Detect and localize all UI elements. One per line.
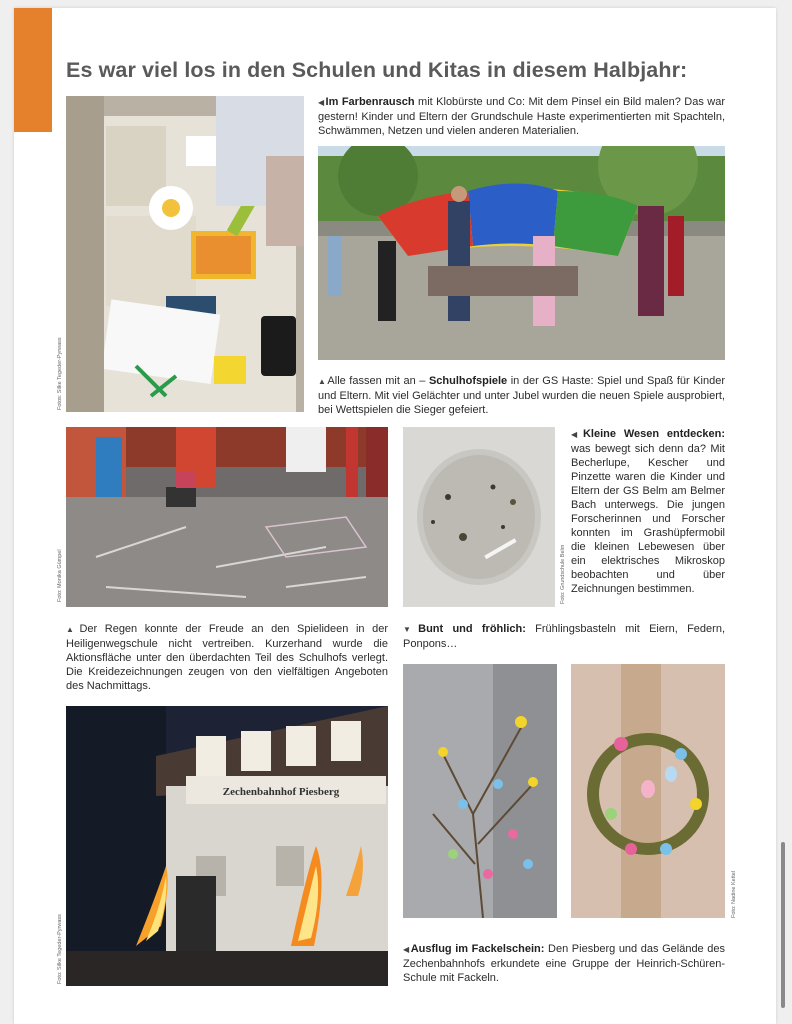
photo-torch-walk: [66, 706, 388, 986]
caption-arrow-icon: ▼: [403, 625, 418, 634]
caption-text: mit Klobürste und Co: Mit dem Pinsel ein Bild malen? Das war gestern! Kinder und Eltern der Grundschule Haste experimentierten mit Spachteln, Schwämmen, Netzen und vielen anderen Materialien.: [318, 96, 726, 137]
photo-painting-table: [66, 96, 304, 412]
accent-bar: [14, 8, 52, 132]
photo-petri-dish: [403, 427, 555, 607]
caption-title: Im Farbenrausch: [325, 96, 415, 108]
caption-title: Kleine Wesen entdecken:: [582, 428, 725, 440]
caption-text: in der GS Haste: Spiel und Spaß für Kinder und Eltern. Mit viel Gelächter und unter Jubel wurden die neuen Spiele ausprobiert, bei Wettspielen die Sieger gefeiert.: [318, 375, 726, 416]
credit-torch: Foto: Silke Tegeder-Pyrwass: [57, 914, 63, 984]
caption-text: Den Piesberg und das Gelände des Zechenbahnhofs erkundete eine Gruppe der Heinrich-Schüren-Schule mit Fackeln.: [403, 943, 726, 984]
photo-easter-wreath: [571, 664, 725, 918]
caption-text: Der Regen konnte der Freude an den Spielideen in der Heiligenwegschule nicht vertreiben. Kurzerhand wurde die Aktionsfläche unter den überdachten Teil des Schulhofs verlegt. Die Kreidezeichnungen zeugen von den vielfältigen Angeboten des Nachmittags.: [66, 623, 388, 692]
caption-arrow-icon: ◀: [318, 98, 325, 107]
photo-easter-branches: [403, 664, 557, 918]
caption-kleine-wesen: [571, 427, 725, 596]
caption-bunt: [403, 622, 725, 651]
caption-text: was bewegt sich denn da? Mit Becherlupe, Kescher und Pinzette waren die Kinder und Eltern der GS Belm am Belmer Bach unterwegs. Die jungen Forscherinnen und Forscher konnten im Grashüpfermobil die kleinen Lebewesen über ein elektrisches Mikroskop beobachten und über Zeichnungen bestimmen.: [571, 443, 725, 595]
caption-prefix: Alle fassen mit an –: [327, 375, 429, 387]
credit-painting: Fotos: Silke Tegeder-Pyrwass: [57, 337, 63, 410]
photo-chalk-schoolyard: [66, 427, 388, 607]
credit-dish: Foto: Grundschule Belm: [560, 544, 566, 604]
caption-fackelschein: [403, 942, 725, 985]
page-headline: Es war viel los in den Schulen und Kitas in diesem Halbjahr:: [66, 58, 688, 82]
credit-easter: Foto: Nadine Kettel: [731, 870, 737, 918]
caption-title: Bunt und fröhlich:: [418, 623, 526, 635]
caption-arrow-icon: ◀: [403, 945, 410, 954]
caption-regen: [66, 622, 388, 693]
scrollbar[interactable]: [781, 842, 785, 1008]
caption-title: Ausflug im Fackelschein:: [410, 943, 545, 955]
caption-farbenrausch: [318, 95, 725, 138]
caption-arrow-icon: ▲: [318, 377, 327, 386]
caption-text: Frühlingsbasteln mit Eiern, Federn, Ponpons…: [403, 623, 726, 650]
caption-arrow-icon: ▲: [66, 625, 79, 634]
caption-title: Schulhofspiele: [428, 375, 508, 387]
caption-schulhofspiele: [318, 374, 725, 417]
photo-schoolyard-games: [318, 146, 725, 360]
caption-arrow-icon: ◀: [571, 430, 582, 439]
credit-chalk: Foto: Monika Gümpel: [57, 549, 63, 602]
station-sign-text: Zechenbahnhof Piesberg: [222, 786, 340, 798]
